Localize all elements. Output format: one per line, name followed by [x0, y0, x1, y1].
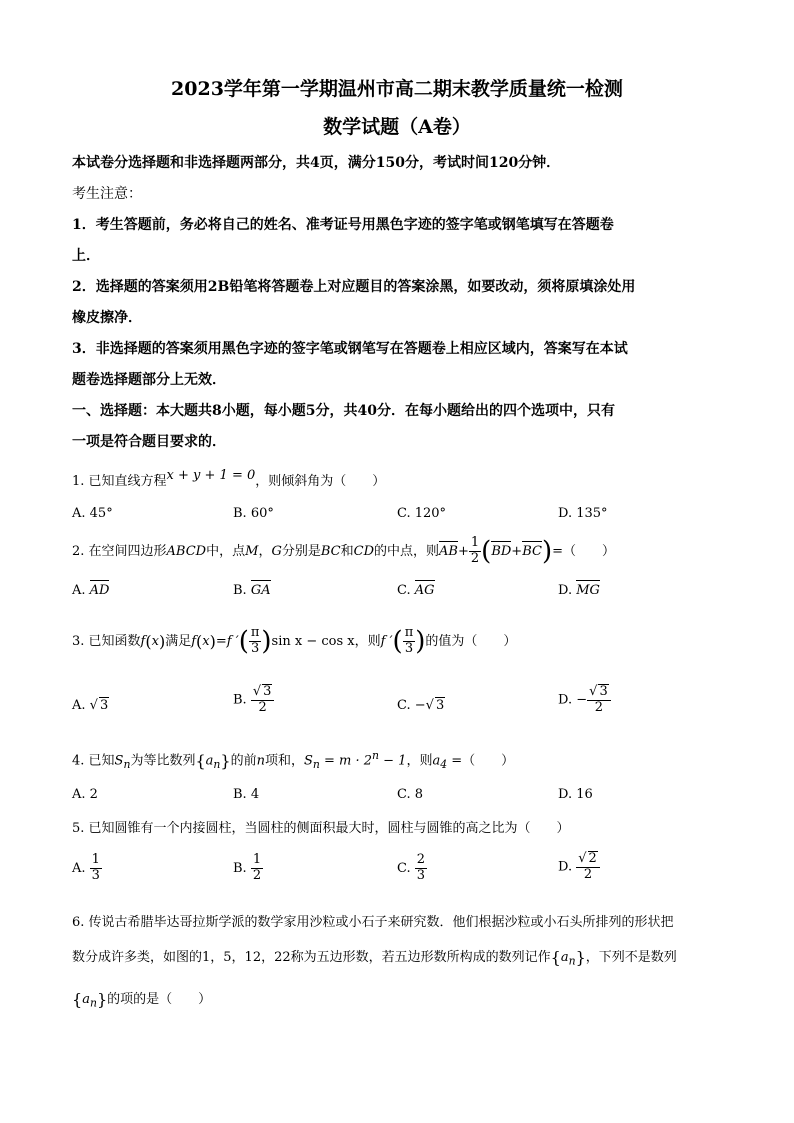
q5-option-b[interactable] — [233, 853, 263, 884]
q2-option-c[interactable] — [397, 583, 435, 598]
q2-vector: BD — [491, 543, 512, 559]
option-fraction: $\frac{√ 2}{2}$ — [576, 851, 600, 883]
q4-expression: − 1 — [379, 753, 407, 769]
radicand: 3 — [263, 684, 272, 699]
option-label: A. — [72, 583, 86, 598]
radicand: 3 — [99, 698, 109, 713]
q6-symbol: a — [560, 950, 569, 965]
q3-suffix: 的值为（ ） — [425, 633, 517, 649]
q3-option-d[interactable] — [558, 684, 611, 716]
q3-text: 3. 已知函数 — [72, 633, 141, 649]
option-label: C. — [397, 583, 411, 598]
numerator: 1 — [91, 852, 100, 867]
q6-subscript: n — [568, 954, 576, 968]
option-vector: AG — [414, 583, 435, 598]
q3-pi-third — [249, 626, 262, 657]
question-5: 5. 已知圆锥有一个内接圆柱，当圆柱的侧面积最大时，圆柱与圆锥的高之比为（ ） — [72, 821, 570, 836]
denominator: 3 — [91, 867, 100, 883]
q4-superscript: n — [372, 749, 380, 762]
notice-title: 考生注意： — [72, 186, 142, 202]
option-label: C. — [397, 698, 411, 713]
sign: − — [414, 698, 426, 713]
q2-option-d[interactable] — [558, 583, 600, 598]
q1-option-b[interactable]: B. 60° — [233, 506, 274, 521]
q3-derivative: f ′ — [226, 633, 239, 649]
q3-var: x — [202, 633, 210, 649]
note-3-line-2: 题卷选择题部分上无效． — [72, 372, 226, 388]
q2-suffix: =（ ） — [552, 543, 616, 559]
q5-option-c[interactable] — [397, 853, 427, 884]
q4-symbol: a — [432, 753, 441, 769]
q1-prefix: 1. 已知直线方程 — [72, 474, 167, 489]
q2-text: 分别是 — [281, 543, 321, 559]
denominator: 2 — [252, 867, 262, 883]
numerator: 1 — [252, 852, 262, 867]
option-label: D. — [558, 692, 573, 708]
q5-option-a[interactable] — [72, 853, 102, 884]
option-vector: MG — [576, 583, 600, 598]
q3-option-a[interactable]: A. √ 3 — [72, 698, 109, 713]
q4-text: 的前 — [230, 753, 257, 769]
q4-subscript: 4 — [440, 757, 448, 771]
q3-text: 满足 — [165, 633, 192, 649]
option-label: B. — [233, 583, 247, 598]
option-fraction: $\frac{√ 3}{2}$ — [587, 684, 611, 716]
q3-func: f — [191, 633, 197, 649]
question-6-line-1: 6. 传说古希腊毕达哥拉斯学派的数学家用沙粒或小石子来研究数．他们根据沙粒或小石头所排列的形状把 — [72, 915, 674, 930]
radicand: 3 — [435, 698, 445, 713]
q5-option-d[interactable] — [558, 851, 600, 883]
q6-symbol: a — [82, 992, 90, 1007]
q2-operator: + — [457, 543, 469, 559]
q3-text: ，则 — [354, 633, 381, 649]
q2-half-denominator: 2 — [470, 550, 480, 566]
q2-option-a[interactable] — [72, 583, 109, 598]
q3-pi-third — [403, 626, 416, 657]
q3-option-b[interactable] — [233, 684, 274, 716]
q4-subscript: n — [213, 757, 221, 771]
section-heading-line-2: 一项是符合题目要求的． — [72, 434, 226, 450]
q4-suffix: =（ ） — [447, 753, 515, 769]
q4-text: 项和， — [264, 753, 304, 769]
q2-half — [469, 536, 481, 567]
q3-pi-numerator: π — [404, 625, 414, 640]
q2-half-numerator: 1 — [470, 535, 480, 550]
q3-func: f — [140, 633, 146, 649]
q6-text: ，下列不是数列 — [585, 950, 677, 965]
option-label: D. — [558, 583, 573, 598]
option-vector: GA — [250, 583, 271, 598]
option-fraction — [415, 853, 427, 884]
option-label: A. — [72, 860, 86, 876]
q6-subscript: n — [89, 996, 97, 1010]
q4-text: 为等比数列 — [130, 753, 196, 769]
intro-summary: 本试卷分选择题和非选择题两部分，共4页，满分150分，考试时间120分钟． — [72, 155, 561, 171]
radicand: 2 — [588, 851, 597, 866]
option-fraction — [251, 853, 263, 884]
option-label: D. — [558, 859, 573, 875]
q2-segment: CD — [353, 543, 374, 559]
q4-symbol: n — [256, 753, 265, 769]
q1-option-a[interactable]: A. 45° — [72, 506, 113, 521]
sign: − — [576, 692, 588, 708]
q4-option-b[interactable]: B. 4 — [233, 787, 260, 802]
question-6-line-2: 数分成许多类，如图的1，5，12，22称为五边形数，若五边形数所构成的数列记作$\{a_n\}$，下列不是数列 — [72, 948, 677, 968]
q2-vector: AB — [439, 543, 458, 559]
denominator: 3 — [416, 867, 426, 883]
q6-text: 数分成许多类，如图的1，5，12，22称为五边形数，若五边形数所构成的数列记作 — [72, 950, 551, 965]
q4-option-d[interactable]: D. 16 — [558, 787, 593, 802]
section-heading-line-1: 一、选择题：本大题共8小题，每小题5分，共40分．在每小题给出的四个选项中，只有 — [72, 403, 615, 419]
q4-text: 4. 已知 — [72, 753, 115, 769]
q4-expression: = m · 2 — [319, 753, 373, 769]
note-1-line-1: 1．考生答题前，务必将自己的姓名、准考证号用黑色字迹的签字笔或钢笔填写在答题卷 — [72, 217, 614, 233]
option-label: B. — [233, 860, 247, 876]
q3-pi-denominator: 3 — [250, 640, 260, 656]
q4-option-a[interactable]: A. 2 — [72, 787, 98, 802]
question-3: 3. 已知函数f(x)满足f(x)=f ′( $\frac{\pi}{3}$ )sin x − cos x，则f ′( $\frac{\pi}{3}$ )的值为（ ） — [72, 625, 517, 657]
q2-text: 2. 在空间四边形 — [72, 543, 167, 559]
q4-subscript: n — [123, 757, 131, 771]
note-1-line-2: 上． — [72, 248, 100, 264]
q4-text: ，则 — [406, 753, 433, 769]
q4-option-c[interactable]: C. 8 — [397, 787, 424, 802]
q4-subscript: n — [312, 757, 320, 771]
q2-text: ， — [258, 543, 272, 559]
note-2-line-1: 2．选择题的答案须用2B铅笔将答题卷上对应题目的答案涂黑，如要改动，须将原填涂处用 — [72, 279, 636, 295]
radicand: 3 — [599, 684, 608, 699]
q1-option-c[interactable]: C. 120° — [397, 506, 447, 521]
q2-point-g: G — [271, 543, 282, 559]
denominator: 2 — [258, 699, 267, 715]
q6-suffix: 的项的是（ ） — [107, 992, 212, 1007]
question-1 — [72, 470, 727, 489]
q1-suffix: ，则倾斜角为（ ） — [255, 474, 386, 489]
exam-title: 2023学年第一学期温州市高二期末教学质量统一检测 — [171, 78, 623, 100]
q3-operator: = — [215, 633, 227, 649]
q4-symbol: S — [114, 753, 124, 769]
option-label: A. — [72, 698, 86, 713]
q3-trig-term: sin x − cos x — [271, 633, 355, 649]
q1-option-d[interactable]: D. 135° — [558, 506, 608, 521]
q2-point-m: M — [245, 543, 259, 559]
q3-pi-denominator: 3 — [404, 640, 414, 656]
option-fraction — [90, 853, 102, 884]
denominator: 2 — [583, 866, 593, 882]
q3-var: x — [151, 633, 159, 649]
q2-vector: BC — [522, 543, 542, 559]
question-6-line-3: $\{a_n\}$的项的是（ ） — [72, 990, 212, 1010]
option-label: C. — [397, 860, 411, 876]
denominator: 2 — [594, 699, 604, 715]
question-2: 2. 在空间四边形ABCD中，点M，G分别是BC和CD的中点，则AB+ $\frac{1}{2}$ (BD+BC)=（ ） — [72, 535, 616, 567]
note-3-line-1: 3．非选择题的答案须用黑色字迹的签字笔或钢笔写在答题卷上相应区域内，答案写在本试 — [72, 341, 628, 357]
q1-equation: x + y + 1 = 0 — [166, 468, 256, 483]
exam-subtitle: 数学试题（A卷） — [323, 116, 471, 138]
option-vector: AD — [89, 583, 110, 598]
q2-text: 中，点 — [206, 543, 246, 559]
q3-pi-numerator: π — [250, 625, 260, 640]
q2-option-b[interactable] — [233, 583, 271, 598]
question-4: 4. 已知$S_n$为等比数列$\{a_n\}$的前n项和，$S_n = m \cdot 2^n - 1$，则$a_4$ =（ ） — [72, 749, 515, 771]
q3-option-c[interactable]: C. −√ 3 — [397, 698, 445, 713]
option-fraction: $\frac{√ 3}{2}$ — [251, 684, 275, 716]
note-2-line-2: 橡皮擦净． — [72, 310, 142, 326]
q3-derivative: f ′ — [380, 633, 393, 649]
q2-segment: BC — [320, 543, 341, 559]
q2-text: 的中点，则 — [374, 543, 440, 559]
q4-symbol: a — [205, 753, 214, 769]
q2-operator: + — [511, 543, 523, 559]
q2-quad: ABCD — [166, 543, 207, 559]
q2-text: 和 — [340, 543, 354, 559]
q4-symbol: S — [303, 753, 313, 769]
option-label: B. — [233, 692, 247, 708]
numerator: 2 — [416, 852, 426, 867]
